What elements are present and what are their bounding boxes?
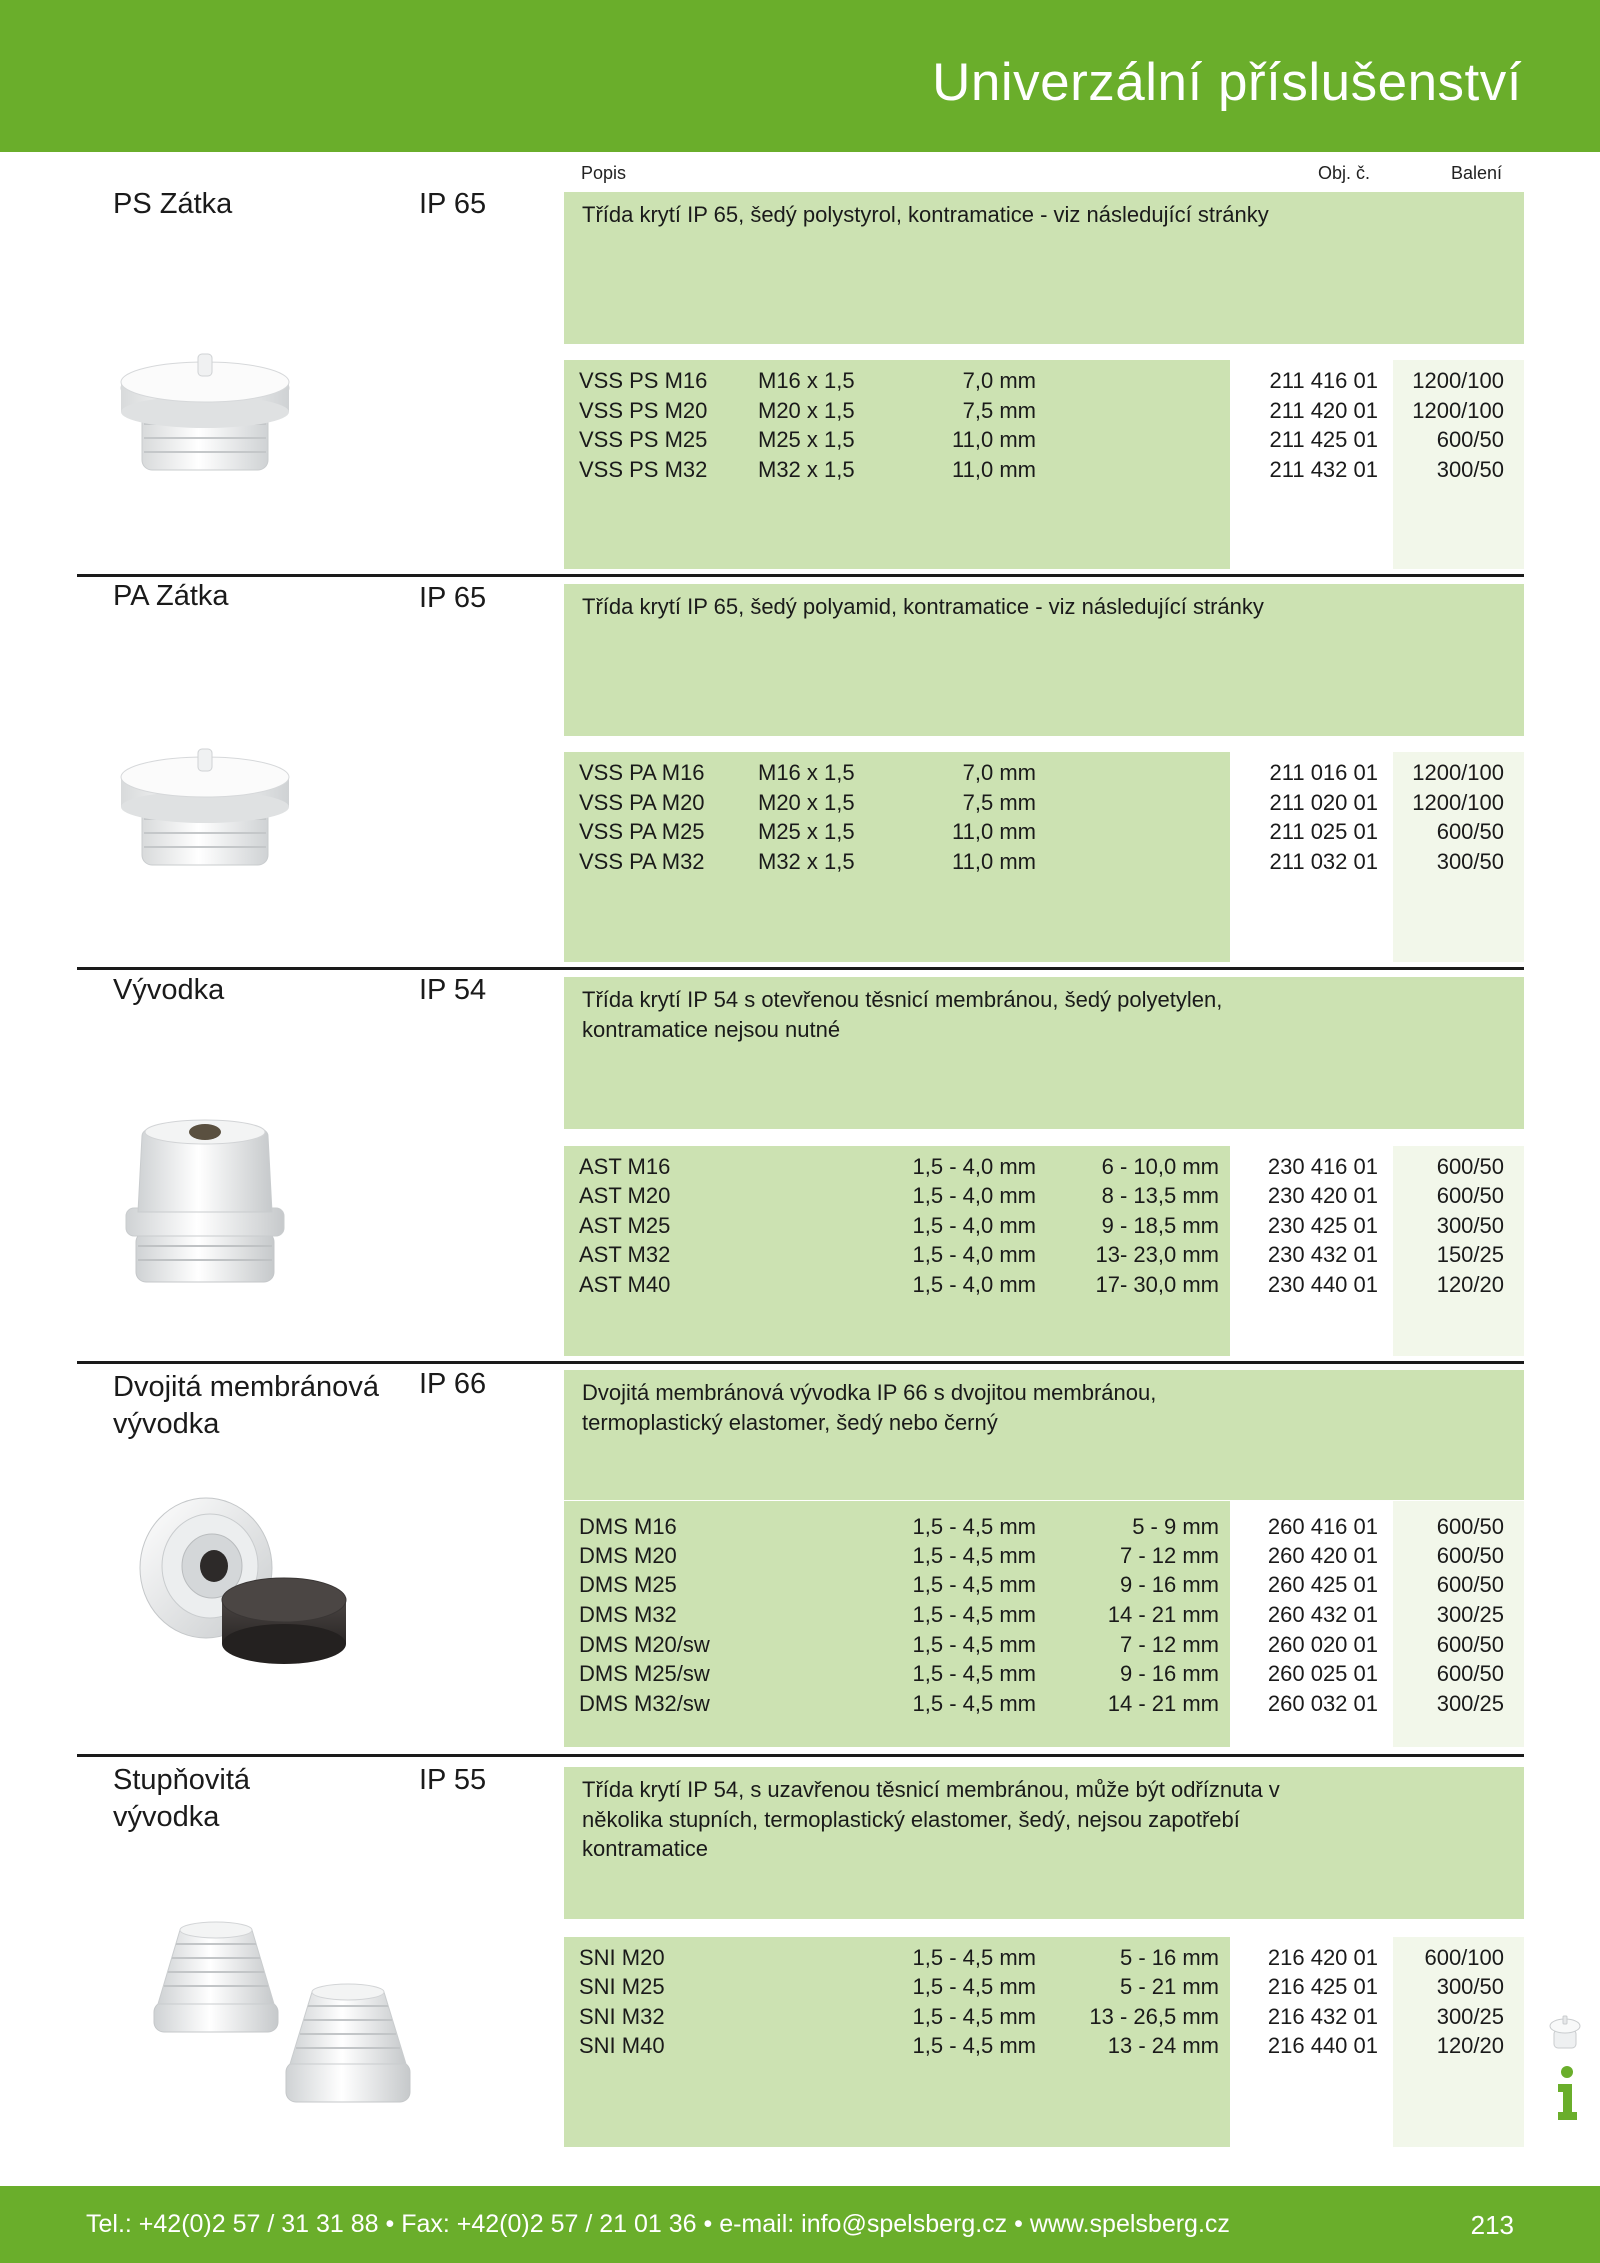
row-name: VSS PS M20: [579, 398, 708, 423]
row-order-number: 211 425 01: [1269, 427, 1378, 452]
row-clamping-range: 14 - 21 mm: [1107, 1602, 1219, 1627]
row-cable-range: 1,5 - 4,5 mm: [912, 2004, 1036, 2029]
section-title: PA Zátka: [113, 580, 229, 612]
section-ip-rating: IP 65: [419, 188, 487, 220]
row-length: 7,5 mm: [962, 790, 1036, 815]
row-clamping-range: 13 - 24 mm: [1107, 2033, 1219, 2058]
row-order-number: 260 416 01: [1267, 1514, 1378, 1539]
row-packaging: 600/50: [1436, 1183, 1504, 1208]
page-header: [0, 0, 1600, 152]
row-order-number: 260 020 01: [1267, 1632, 1378, 1657]
section-divider: [77, 574, 1524, 577]
section-ip-rating: IP 66: [419, 1368, 487, 1400]
row-packaging: 300/25: [1436, 2004, 1504, 2029]
section-title: Dvojitá membránová vývodka: [113, 1371, 379, 1440]
row-length: 7,0 mm: [962, 368, 1036, 393]
row-thread: M32 x 1,5: [758, 849, 855, 874]
row-length: 11,0 mm: [952, 819, 1036, 844]
row-cable-range: 1,5 - 4,5 mm: [912, 1661, 1036, 1686]
row-order-number: 260 032 01: [1267, 1691, 1378, 1716]
row-cable-range: 1,5 - 4,0 mm: [912, 1213, 1036, 1238]
row-order-number: 211 420 01: [1269, 398, 1378, 423]
row-packaging: 300/25: [1436, 1602, 1504, 1627]
row-packaging: 1200/100: [1412, 368, 1504, 393]
row-order-number: 211 032 01: [1269, 849, 1378, 874]
row-packaging: 600/50: [1436, 1514, 1504, 1539]
row-packaging: 600/50: [1436, 1572, 1504, 1597]
section-divider: [77, 1754, 1524, 1757]
row-clamping-range: 17- 30,0 mm: [1095, 1272, 1219, 1297]
row-order-number: 230 416 01: [1267, 1154, 1378, 1179]
row-cable-range: 1,5 - 4,0 mm: [912, 1183, 1036, 1208]
footer-contact: Tel.: +42(0)2 57 / 31 31 88 • Fax: +42(0)2 57 / 21 01 36 • e-mail: info@spelsberg.cz • www.spelsberg.cz: [86, 2210, 1230, 2238]
row-name: SNI M32: [579, 2004, 665, 2029]
row-cable-range: 1,5 - 4,5 mm: [912, 1572, 1036, 1597]
row-order-number: 230 425 01: [1267, 1213, 1378, 1238]
row-thread: M16 x 1,5: [758, 760, 855, 785]
row-name: AST M40: [579, 1272, 671, 1297]
row-thread: M25 x 1,5: [758, 819, 855, 844]
row-packaging: 300/50: [1436, 1974, 1504, 1999]
row-cable-range: 1,5 - 4,5 mm: [912, 1974, 1036, 1999]
row-packaging: 300/50: [1436, 457, 1504, 482]
row-order-number: 230 420 01: [1267, 1183, 1378, 1208]
row-name: AST M20: [579, 1183, 671, 1208]
row-order-number: 216 440 01: [1267, 2033, 1378, 2058]
column-header-baleni: Balení: [1451, 163, 1503, 183]
section-ip-rating: IP 55: [419, 1764, 487, 1796]
row-name: SNI M40: [579, 2033, 665, 2058]
row-name: SNI M20: [579, 1945, 665, 1970]
row-order-number: 230 440 01: [1267, 1272, 1378, 1297]
row-packaging: 600/50: [1436, 1661, 1504, 1686]
row-name: DMS M16: [579, 1514, 677, 1539]
column-header-obj: Obj. č.: [1318, 163, 1371, 183]
row-length: 11,0 mm: [952, 849, 1036, 874]
row-order-number: 230 432 01: [1267, 1242, 1378, 1267]
row-name: DMS M32/sw: [579, 1691, 710, 1716]
row-thread: M20 x 1,5: [758, 790, 855, 815]
row-name: AST M16: [579, 1154, 671, 1179]
page-number: 213: [1470, 2210, 1514, 2240]
row-order-number: 260 025 01: [1267, 1661, 1378, 1686]
row-name: VSS PS M25: [579, 427, 708, 452]
row-cable-range: 1,5 - 4,5 mm: [912, 2033, 1036, 2058]
row-packaging: 600/50: [1436, 1632, 1504, 1657]
row-cable-range: 1,5 - 4,5 mm: [912, 1543, 1036, 1568]
row-packaging: 120/20: [1436, 2033, 1504, 2058]
row-thread: M32 x 1,5: [758, 457, 855, 482]
section-title: Vývodka: [113, 974, 225, 1006]
row-clamping-range: 9 - 16 mm: [1119, 1661, 1219, 1686]
description-text: Třída krytí IP 65, šedý polyamid, kontramatice - viz následující stránky: [582, 594, 1264, 619]
row-name: SNI M25: [579, 1974, 665, 1999]
plug-product-icon: [112, 340, 302, 480]
description-text: Dvojitá membránová vývodka IP 66 s dvojitou membránou, termoplastický elastomer, šedý nebo černý: [582, 1380, 1157, 1435]
page-title: Univerzální příslušenství: [932, 53, 1522, 112]
double-membrane-grommet-icon: [130, 1488, 360, 1678]
row-clamping-range: 13 - 26,5 mm: [1089, 2004, 1219, 2029]
row-length: 7,5 mm: [962, 398, 1036, 423]
description-box: [564, 1370, 1524, 1500]
row-order-number: 216 420 01: [1267, 1945, 1378, 1970]
description-text: Třída krytí IP 54 s otevřenou těsnicí membránou, šedý polyetylen, kontramatice nejsou nutné: [582, 987, 1223, 1042]
stepped-grommet-icon: [140, 1912, 420, 2112]
section-title: PS Zátka: [113, 188, 233, 220]
row-packaging: 120/20: [1436, 1272, 1504, 1297]
row-thread: M20 x 1,5: [758, 398, 855, 423]
row-cable-range: 1,5 - 4,5 mm: [912, 1945, 1036, 1970]
row-order-number: 211 020 01: [1269, 790, 1378, 815]
column-header-popis: Popis: [581, 163, 627, 183]
row-packaging: 1200/100: [1412, 790, 1504, 815]
row-clamping-range: 5 - 9 mm: [1132, 1514, 1219, 1539]
row-clamping-range: 6 - 10,0 mm: [1101, 1154, 1219, 1179]
plug-thumbnail-icon: [1548, 2012, 1582, 2052]
row-clamping-range: 7 - 12 mm: [1119, 1543, 1219, 1568]
row-clamping-range: 13- 23,0 mm: [1095, 1242, 1219, 1267]
row-clamping-range: 14 - 21 mm: [1107, 1691, 1219, 1716]
table-row: [0, 1689, 1600, 1719]
row-cable-range: 1,5 - 4,0 mm: [912, 1154, 1036, 1179]
row-name: VSS PA M16: [579, 760, 705, 785]
section-title: Stupňovitá vývodka: [113, 1764, 251, 1833]
row-cable-range: 1,5 - 4,0 mm: [912, 1272, 1036, 1297]
description-box: [564, 977, 1524, 1129]
row-name: DMS M20/sw: [579, 1632, 710, 1657]
row-length: 11,0 mm: [952, 457, 1036, 482]
row-name: DMS M20: [579, 1543, 677, 1568]
row-thread: M25 x 1,5: [758, 427, 855, 452]
row-order-number: 211 016 01: [1269, 760, 1378, 785]
row-order-number: 211 416 01: [1269, 368, 1378, 393]
row-packaging: 150/25: [1436, 1242, 1504, 1267]
section-divider: [77, 1361, 1524, 1364]
row-order-number: 216 432 01: [1267, 2004, 1378, 2029]
row-clamping-range: 5 - 16 mm: [1119, 1945, 1219, 1970]
description-box: [564, 584, 1524, 736]
row-cable-range: 1,5 - 4,5 mm: [912, 1514, 1036, 1539]
row-clamping-range: 9 - 16 mm: [1119, 1572, 1219, 1597]
row-name: VSS PA M32: [579, 849, 705, 874]
row-packaging: 1200/100: [1412, 760, 1504, 785]
row-cable-range: 1,5 - 4,5 mm: [912, 1632, 1036, 1657]
row-clamping-range: 7 - 12 mm: [1119, 1632, 1219, 1657]
row-order-number: 260 420 01: [1267, 1543, 1378, 1568]
row-clamping-range: 8 - 13,5 mm: [1101, 1183, 1219, 1208]
row-cable-range: 1,5 - 4,0 mm: [912, 1242, 1036, 1267]
row-cable-range: 1,5 - 4,5 mm: [912, 1691, 1036, 1716]
description-box: [564, 1767, 1524, 1919]
row-name: VSS PS M32: [579, 457, 708, 482]
row-length: 11,0 mm: [952, 427, 1036, 452]
section-divider: [77, 967, 1524, 970]
row-packaging: 600/50: [1436, 1154, 1504, 1179]
description-text: Třída krytí IP 65, šedý polystyrol, kontramatice - viz následující stránky: [582, 202, 1269, 227]
page-footer: [0, 2186, 1600, 2263]
row-clamping-range: 5 - 21 mm: [1119, 1974, 1219, 1999]
row-packaging: 1200/100: [1412, 398, 1504, 423]
column-headers: [0, 163, 1600, 187]
row-cable-range: 1,5 - 4,5 mm: [912, 1602, 1036, 1627]
row-name: VSS PS M16: [579, 368, 708, 393]
row-packaging: 300/25: [1436, 1691, 1504, 1716]
row-name: VSS PA M25: [579, 819, 705, 844]
row-name: DMS M25: [579, 1572, 677, 1597]
row-packaging: 600/50: [1436, 819, 1504, 844]
row-packaging: 300/50: [1436, 1213, 1504, 1238]
row-packaging: 300/50: [1436, 849, 1504, 874]
row-name: AST M32: [579, 1242, 671, 1267]
row-name: DMS M32: [579, 1602, 677, 1627]
row-clamping-range: 9 - 18,5 mm: [1101, 1213, 1219, 1238]
row-order-number: 216 425 01: [1267, 1974, 1378, 1999]
grommet-product-icon: [120, 1112, 290, 1292]
row-name: VSS PA M20: [579, 790, 705, 815]
row-packaging: 600/50: [1436, 1543, 1504, 1568]
description-box: [564, 192, 1524, 344]
row-packaging: 600/100: [1424, 1945, 1504, 1970]
row-order-number: 211 432 01: [1269, 457, 1378, 482]
row-thread: M16 x 1,5: [758, 368, 855, 393]
row-order-number: 260 425 01: [1267, 1572, 1378, 1597]
row-packaging: 600/50: [1436, 427, 1504, 452]
section-ip-rating: IP 65: [419, 582, 487, 614]
row-name: AST M25: [579, 1213, 671, 1238]
row-order-number: 211 025 01: [1269, 819, 1378, 844]
section-ip-rating: IP 54: [419, 974, 487, 1006]
plug-product-icon: [112, 735, 302, 875]
info-icon: [1556, 2066, 1578, 2120]
row-name: DMS M25/sw: [579, 1661, 710, 1686]
description-text: Třída krytí IP 54, s uzavřenou těsnicí membránou, může být odříznuta v několika stupních, termoplastický elastomer, šedý, nejsou zapotřebí kontramatice: [582, 1777, 1280, 1861]
row-order-number: 260 432 01: [1267, 1602, 1378, 1627]
row-length: 7,0 mm: [962, 760, 1036, 785]
